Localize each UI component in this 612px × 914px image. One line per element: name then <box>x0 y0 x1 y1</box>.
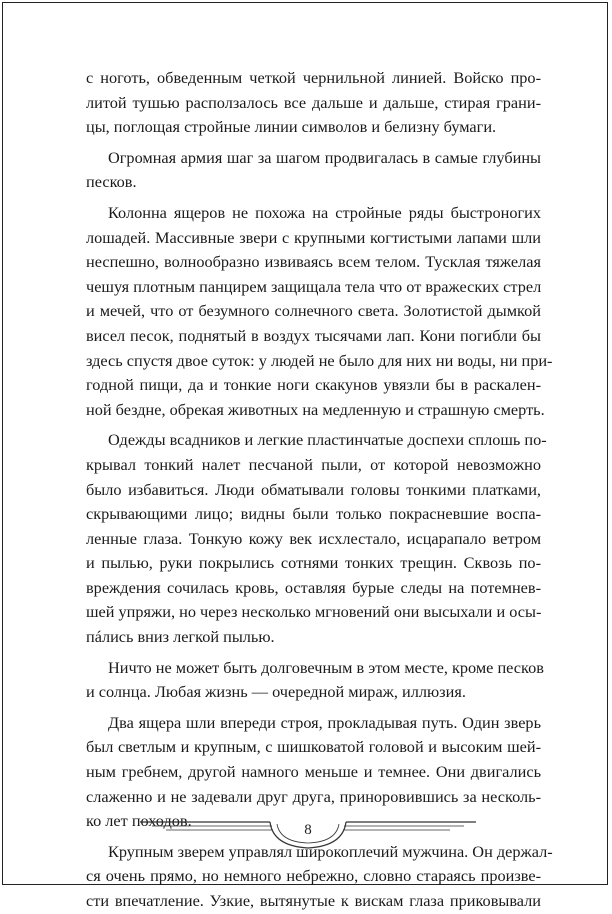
text-line: чешуя плотным панцирем защищала тела что от вражеских стрел <box>86 276 542 296</box>
text-line: скрывающими лицо; видны были только покрасневшие воспа- <box>86 504 541 524</box>
text-line: лошадей. Массивные звери с крупными когтистыми лапами шли <box>86 227 541 247</box>
text-line: Крупным зверем управлял широкоплечий мужчина. Он держал- <box>108 841 553 861</box>
text-line: годной пищи, да и тонкие ноги скакунов увязли бы в раскален- <box>86 375 541 395</box>
text-line: ленные глаза. Тонкую кожу век исхлестало, исцарапало ветром <box>86 528 541 548</box>
text-line: пáлись вниз легкой пылью. <box>86 627 275 647</box>
text-line: литой тушью расползалось все дальше и дальше, стирая грани- <box>86 92 541 112</box>
text-line: сти впечатление. Узкие, вытянутые к вискам глаза приковывали <box>86 891 541 910</box>
text-line: Колонна ящеров не похожа на стройные ряды быстроногих <box>108 202 541 222</box>
paragraph <box>86 656 544 705</box>
text-line: Огромная армия шаг за шагом продвигалась в самые глубины <box>108 147 541 167</box>
text-line: песков. <box>86 172 137 192</box>
page-number: 8 <box>304 822 312 838</box>
text-line: ся очень прямо, но немного небрежно, словно стараясь произве- <box>86 866 541 886</box>
text-line: был светлым и крупным, с шишковатой головой и высоким шей- <box>86 737 541 757</box>
text-line: и мечей, что от безумного солнечного света. Золотистой дымкой <box>86 301 541 321</box>
text-line: с ноготь, обведенным четкой чернильной линией. Войско про- <box>86 68 541 87</box>
paragraph <box>86 66 541 140</box>
text-line: и солнца. Любая жизнь — очередной мираж, иллюзия. <box>86 682 466 702</box>
text-line: здесь спустя двое суток: у людей не было для них ни воды, ни при- <box>86 350 553 370</box>
body-text <box>86 66 553 914</box>
text-line: неспешно, волнообразно извиваясь всем телом. Тусклая тяжелая <box>86 252 541 272</box>
page-footer-ornament <box>140 812 476 862</box>
text-line: и пылью, руки покрылись сотнями тонких трещин. Сквозь по- <box>86 553 541 573</box>
text-line: ко лет походов. <box>86 811 192 831</box>
text-line: слаженно и не задевали друг друга, приноровившись за несколь- <box>86 786 541 806</box>
text-line: вреждения сочилась кровь, оставляя бурые следы на потемнев- <box>86 577 541 597</box>
text-line: Одежды всадников и легкие пластинчатые доспехи сплошь по- <box>108 430 547 450</box>
text-line: крывал тонкий налет песчаной пыли, от которой невозможно <box>86 454 541 474</box>
text-line: Два ящера шли впереди строя, прокладывая путь. Один зверь <box>108 712 541 732</box>
text-line: цы, поглощая стройные линии символов и белизну бумаги. <box>86 117 497 137</box>
text-line: ным гребнем, другой намного меньше и темнее. Они двигались <box>86 762 541 782</box>
paragraph <box>86 201 553 422</box>
paragraph <box>86 146 541 195</box>
paragraph <box>86 428 547 649</box>
text-line: висел песок, поднятый в воздух тысячами лап. Кони погибли бы <box>86 325 541 345</box>
text-line: Ничто не может быть долговечным в этом месте, кроме песков <box>108 657 544 677</box>
text-line: было избавиться. Люди обматывали головы тонкими платками, <box>86 479 541 499</box>
text-line: ной бездне, обрекая животных на медленную и страшную смерть. <box>86 399 545 419</box>
text-line: шей упряжи, но через несколько мгновений они высыхали и осы- <box>86 602 542 622</box>
